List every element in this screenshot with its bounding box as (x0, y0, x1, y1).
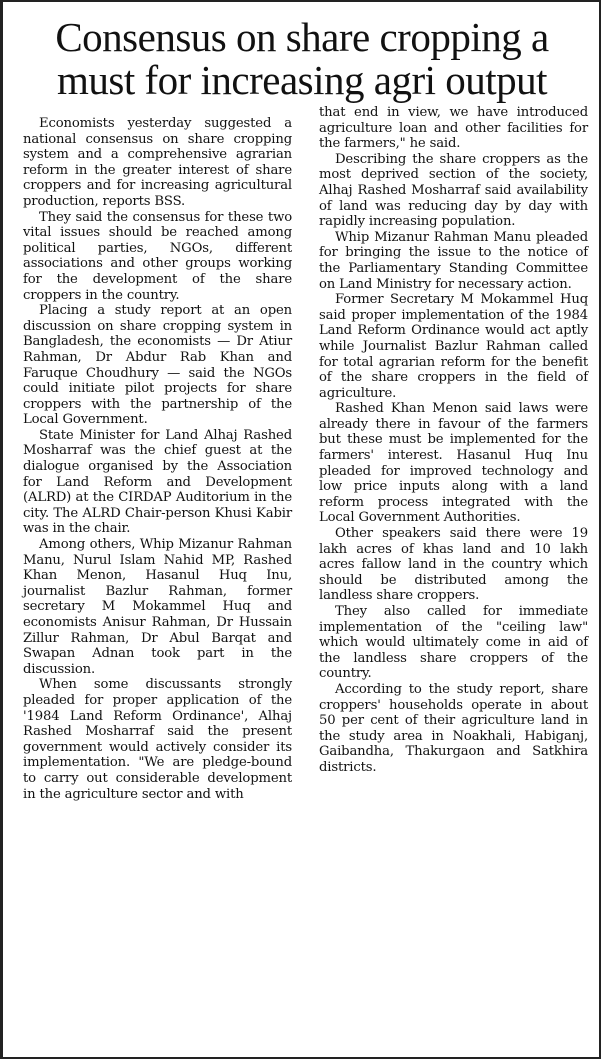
article-body (23, 105, 588, 802)
paragraph: Rashed Khan Menon said laws were already there in favour of the farmers but these must be implemented for the farmers' interest. Hasanul Huq Inu pleaded for improved technology and low price inputs along with a land reform process integrated with the Local Government Authorities. (319, 401, 588, 526)
paragraph: State Minister for Land Alhaj Rashed Mosharraf was the chief guest at the dialogue organised by the Association for Land Reform and Development (ALRD) at the CIRDAP Auditorium in the city. The ALRD Chair-person Khusi Kabir was in the chair. (23, 427, 292, 537)
paragraph: They also called for immediate implementation of the "ceiling law" which would ultimately come in aid of the landless share croppers of the country. (319, 604, 588, 682)
paragraph: Among others, Whip Mizanur Rahman Manu, Nurul Islam Nahid MP, Rashed Khan Menon, Hasanul Huq Inu, journalist Bazlur Rahman, former secretary M Mokammel Huq and economists Anisur Rahman, Dr Hussain Zillur Rahman, Dr Abul Barqat and Swapan Adnan took part in the discussion. (23, 537, 292, 677)
paragraph: Former Secretary M Mokammel Huq said proper implementation of the 1984 Land Reform Ordinance would act aptly while Journalist Bazlur Rahman called for total agrarian reform for the benefit of the share croppers in the field of agriculture. (319, 292, 588, 401)
paragraph: Placing a study report at an open discussion on share cropping system in Bangladesh, the economists — Dr Atiur Rahman, Dr Abdur Rab Khan and Faruque Choudhury — said the NGOs could initiate pilot projects for share croppers with the partnership of the Local Government. (23, 303, 292, 428)
paragraph: They said the consensus for these two vital issues should be reached among political parties, NGOs, different associations and other groups working for the development of the share croppers in the country. (23, 209, 292, 303)
column-left (23, 116, 292, 802)
paragraph: Economists yesterday suggested a national consensus on share cropping system and a comprehensive agrarian reform in the greater interest of share croppers and for increasing agricultural production, reports BSS. (23, 116, 292, 209)
paragraph: Other speakers said there were 19 lakh acres of khas land and 10 lakh acres fallow land in the country which should be distributed among the landless share croppers. (319, 526, 588, 604)
column-right (319, 105, 588, 802)
paragraph: According to the study report, share croppers' households operate in about 50 per cent of their agriculture land in the study area in Noakhali, Habiganj, Gaibandha, Thakurgaon and Satkhira districts. (319, 681, 588, 775)
paragraph: Whip Mizanur Rahman Manu pleaded for bringing the issue to the notice of the Parliamentary Standing Committee on Land Ministry for necessary action. (319, 229, 588, 292)
headline: Consensus on share cropping a must for increasing agri output (55, 14, 549, 103)
paragraph-continued: that end in view, we have introduced agriculture loan and other facilities for the farmers," he said. (319, 105, 588, 152)
paragraph: When some discussants strongly pleaded for proper application of the '1984 Land Reform Ordinance', Alhaj Rashed Mosharraf said the present government would actively consider its implementation. "We are pledge-bound to carry out considerable development in the agriculture sector and with (23, 677, 292, 802)
paragraph: Describing the share croppers as the most deprived section of the society, Alhaj Rashed Mosharraf said availability of land was reducing day by day with rapidly increasing population. (319, 151, 588, 230)
